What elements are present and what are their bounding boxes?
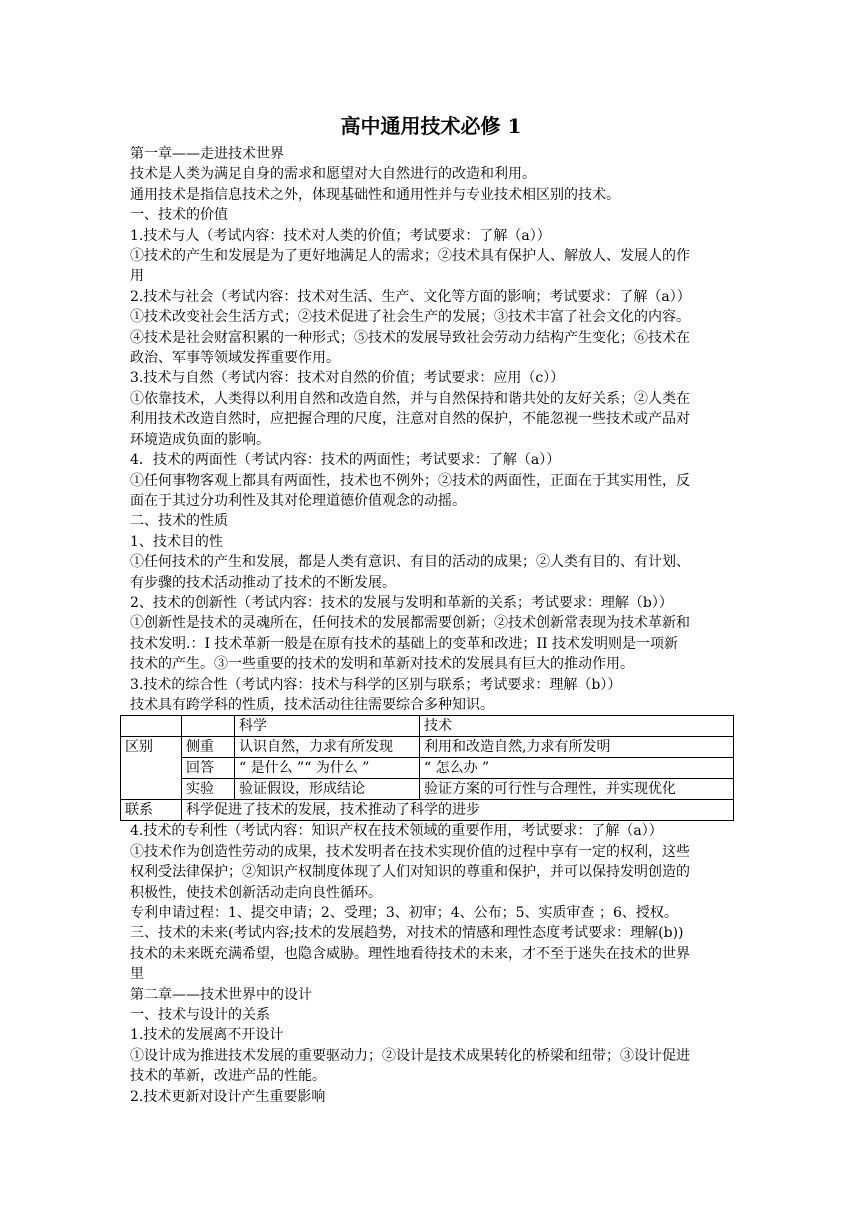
text-line: 3.技术的综合性（考试内容：技术与科学的区别与联系；考试要求：理解（b）） bbox=[130, 676, 622, 693]
table-science-cell: “ 是什么 ”“ 为什么 ” bbox=[235, 758, 420, 779]
text-line: ①设计成为推进技术发展的重要驱动力；②设计是技术成果转化的桥梁和纽带；③设计促进 bbox=[130, 1047, 690, 1064]
text-line: 有步骤的技术活动推动了技术的不断发展。 bbox=[130, 574, 396, 591]
table-cell bbox=[121, 716, 182, 737]
text-line: 三、技术的未来(考试内容;技术的发展趋势，对技术的情感和理性态度考试要求：理解(b)) bbox=[130, 925, 684, 942]
text-line: ①任何事物客观上都具有两面性，技术也不例外；②技术的两面性，正面在于其实用性，反 bbox=[130, 472, 690, 489]
text-line: 面在于其过分功利性及其对伦理道德价值观念的动摇。 bbox=[130, 492, 466, 509]
text-line: ①技术作为创造性劳动的成果，技术发明者在技术实现价值的过程中享有一定的权利，这些 bbox=[130, 843, 690, 860]
text-line: 4.技术的专利性（考试内容：知识产权在技术领域的重要作用，考试要求：了解（a）） bbox=[130, 823, 663, 840]
text-line: ①依靠技术，人类得以利用自然和改造自然，并与自然保持和谐共处的友好关系；②人类在 bbox=[130, 390, 690, 407]
text-line: 技术的产生。③一些重要的技术的发明和革新对技术的发展具有巨大的推动作用。 bbox=[130, 656, 634, 673]
text-line: 一、技术的价值 bbox=[130, 207, 228, 224]
table-technology-cell: 利用和改造自然,力求有所发明 bbox=[420, 737, 734, 758]
text-line: 权利受法律保护；②知识产权制度体现了人们对知识的尊重和保护，并可以保持发明创造的 bbox=[130, 864, 690, 881]
text-line: 2、技术的创新性（考试内容：技术的发展与发明和革新的关系；考试要求：理解（b）） bbox=[130, 594, 673, 611]
comparison-table bbox=[120, 715, 734, 821]
text-line: ④技术是社会财富积累的一种形式；⑤技术的发展导致社会劳动力结构产生变化；⑥技术在 bbox=[130, 329, 690, 346]
table-cell bbox=[182, 716, 235, 737]
table-header-technology: 技术 bbox=[420, 716, 734, 737]
table-link-label: 联系 bbox=[121, 800, 182, 821]
document-title: 高中通用技术必修 1 bbox=[340, 114, 522, 138]
text-line: ①任何技术的产生和发展，都是人类有意识、有目的活动的成果；②人类有目的、有计划、 bbox=[130, 554, 690, 571]
table-header-science: 科学 bbox=[235, 716, 420, 737]
text-line: 环境造成负面的影响。 bbox=[130, 431, 270, 448]
table-row bbox=[121, 737, 734, 758]
table-aspect: 回答 bbox=[182, 758, 235, 779]
text-line: ①技术的产生和发展是为了更好地满足人的需求；②技术具有保护人、解放人、发展人的作 bbox=[130, 248, 690, 265]
text-line: 第二章——技术世界中的设计 bbox=[130, 986, 312, 1003]
text-line: 专利申请过程：1、提交申请；2、受理；3、初审；4、公布；5、实质审查 ；6、授权。 bbox=[130, 905, 678, 921]
text-line: 技术的未来既充满希望，也隐含威胁。理性地看待技术的未来，才不至于迷失在技术的世界 bbox=[130, 945, 690, 962]
table-technology-cell: “ 怎么办 ” bbox=[420, 758, 734, 779]
text-line: ①技术改变社会生活方式；②技术促进了社会生产的发展；③技术丰富了社会文化的内容。 bbox=[130, 309, 690, 326]
text-line: 4．技术的两面性（考试内容：技术的两面性；考试要求：了解（a）） bbox=[130, 452, 561, 469]
text-line: ①创新性是技术的灵魂所在，任何技术的发展都需要创新；②技术创新常表现为技术革新和 bbox=[130, 615, 690, 632]
table-group-label: 区别 bbox=[121, 737, 182, 800]
table-row bbox=[121, 779, 734, 800]
table-technology-cell: 验证方案的可行性与合理性，并实现优化 bbox=[420, 779, 734, 800]
text-line: 利用技术改造自然时，应把握合理的尺度，注意对自然的保护，不能忽视一些技术或产品对 bbox=[130, 411, 690, 428]
table-row bbox=[121, 800, 734, 821]
table-aspect: 实验 bbox=[182, 779, 235, 800]
table-science-cell: 认识自然，力求有所发现 bbox=[235, 737, 420, 758]
text-line: 2.技术更新对设计产生重要影响 bbox=[130, 1088, 326, 1105]
table-row bbox=[121, 758, 734, 779]
text-line: 技术的革新，改进产品的性能。 bbox=[130, 1068, 326, 1085]
text-line: 积极性，使技术创新活动走向良性循环。 bbox=[130, 884, 382, 901]
table-science-cell: 验证假设，形成结论 bbox=[235, 779, 420, 800]
text-line: 1、技术目的性 bbox=[130, 533, 223, 550]
table-aspect: 侧重 bbox=[182, 737, 235, 758]
body-text-before-table bbox=[130, 144, 732, 715]
text-line: 用 bbox=[130, 268, 144, 285]
text-line: 一、技术与设计的关系 bbox=[130, 1007, 270, 1024]
text-line: 技术发明.：I 技术革新一般是在原有技术的基础上的变革和改进；II 技术发明则是一项新 bbox=[130, 635, 678, 652]
text-line: 技术具有跨学科的性质，技术活动往往需要综合多种知识。 bbox=[130, 696, 494, 713]
text-line: 政治、军事等领域发挥重要作用。 bbox=[130, 350, 340, 367]
text-line: 第一章——走进技术世界 bbox=[130, 146, 284, 162]
text-line: 3.技术与自然（考试内容：技术对自然的价值；考试要求：应用（c）） bbox=[130, 370, 565, 387]
text-line: 通用技术是指信息技术之外，体现基础性和通用性并与专业技术相区别的技术。 bbox=[130, 186, 620, 203]
text-line: 里 bbox=[130, 966, 144, 983]
text-line: 1.技术与人（考试内容：技术对人类的价值；考试要求：了解（a）） bbox=[130, 227, 551, 244]
text-line: 二、技术的性质 bbox=[130, 513, 228, 530]
body-text-after-table bbox=[130, 821, 732, 1107]
text-line: 1.技术的发展离不开设计 bbox=[130, 1027, 284, 1044]
text-line: 技术是人类为满足自身的需求和愿望对大自然进行的改造和利用。 bbox=[130, 166, 536, 183]
table-header-row bbox=[121, 716, 734, 737]
document-page bbox=[125, 110, 732, 1107]
text-line: 2.技术与社会（考试内容：技术对生活、生产、文化等方面的影响；考试要求：了解（a）） bbox=[130, 288, 691, 305]
table-link-text: 科学促进了技术的发展，技术推动了科学的进步 bbox=[182, 800, 734, 821]
